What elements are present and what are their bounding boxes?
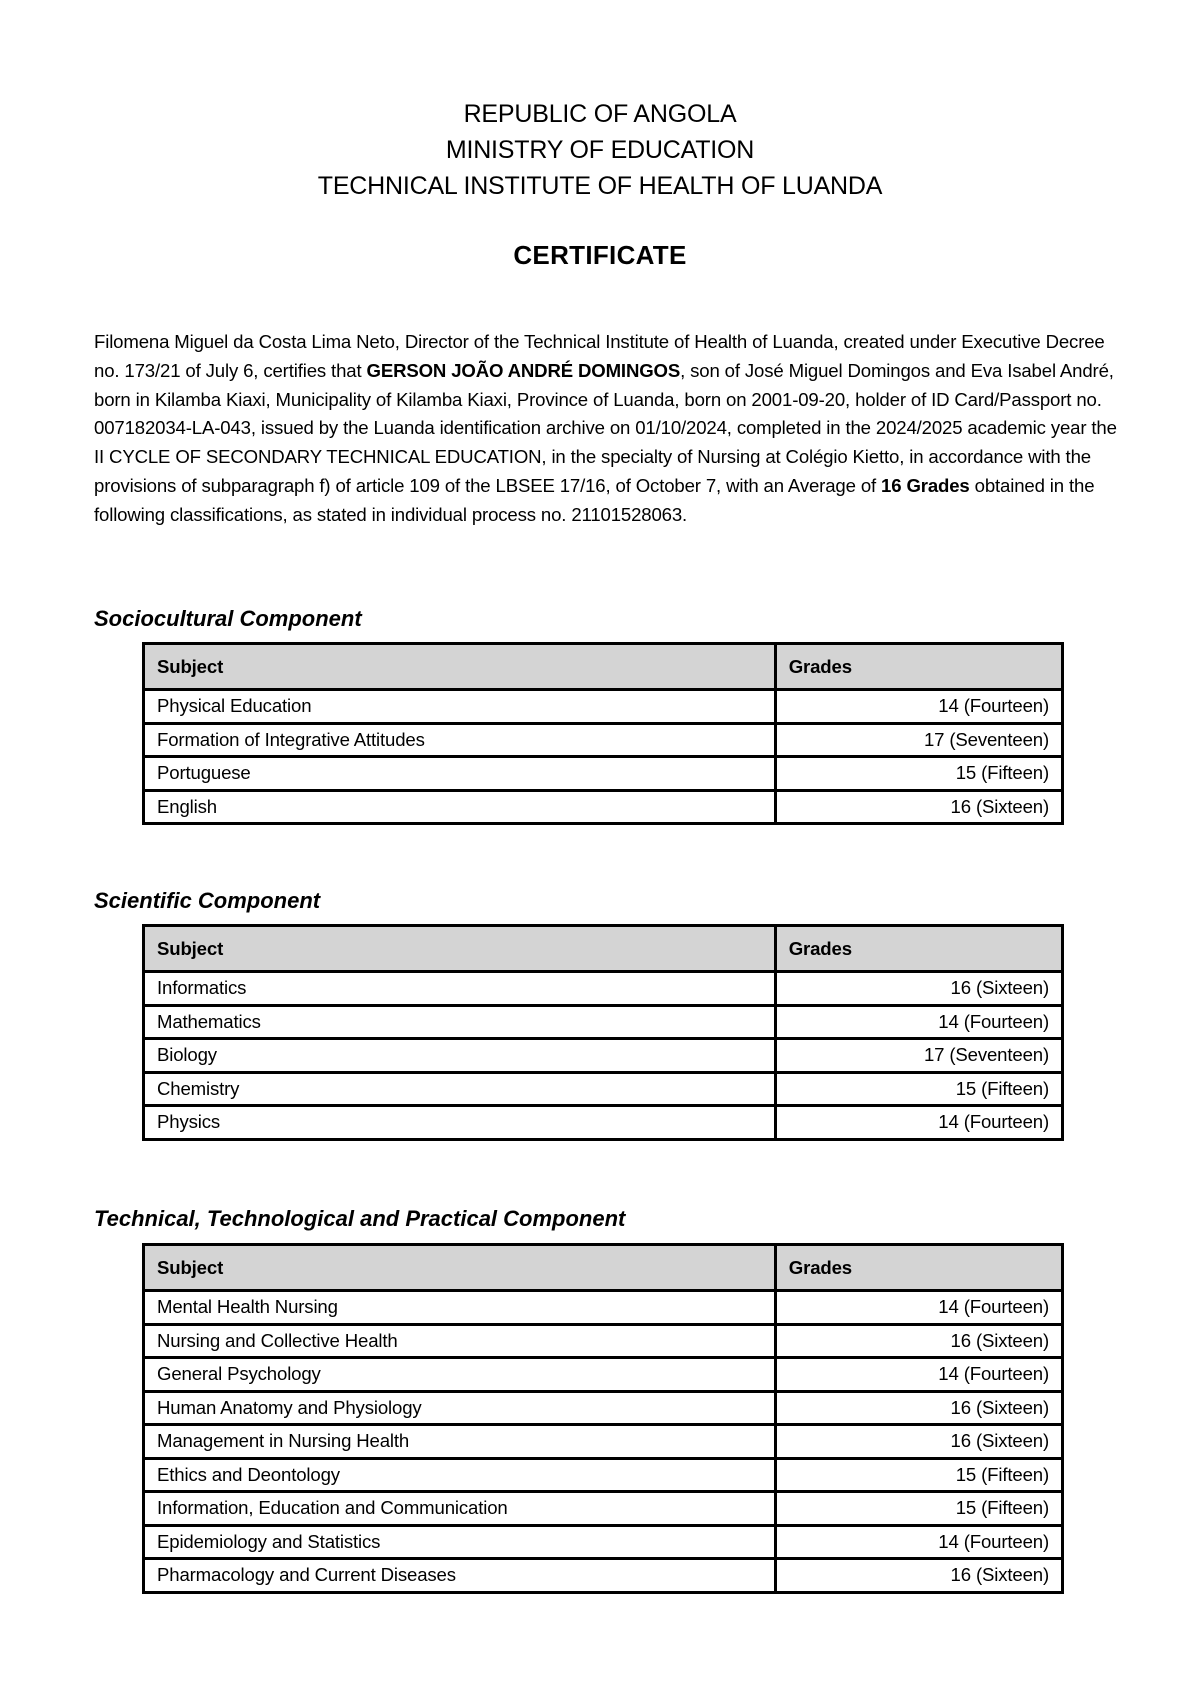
grade-cell: 17 (Seventeen) (775, 1039, 1062, 1073)
subject-cell: Pharmacology and Current Diseases (144, 1559, 776, 1593)
table-row (144, 790, 1063, 824)
table-row (144, 1425, 1063, 1459)
grade-cell: 16 (Sixteen) (775, 972, 1062, 1006)
table-row (144, 1525, 1063, 1559)
grade-cell: 14 (Fourteen) (775, 1291, 1062, 1325)
column-header-subject: Subject (144, 926, 776, 972)
column-header-subject: Subject (144, 1245, 776, 1291)
grade-cell: 14 (Fourteen) (775, 690, 1062, 724)
table-row (144, 723, 1063, 757)
subject-cell: General Psychology (144, 1358, 776, 1392)
subject-cell: Informatics (144, 972, 776, 1006)
table-row (144, 757, 1063, 791)
grade-cell: 16 (Sixteen) (775, 1324, 1062, 1358)
grade-cell: 16 (Sixteen) (775, 1391, 1062, 1425)
table-row (144, 972, 1063, 1006)
scientific-grades-table (142, 924, 1064, 1141)
grade-cell: 16 (Sixteen) (775, 1425, 1062, 1459)
body-part-1: Filomena Miguel da Costa Lima Neto, Director of the Technical Institute of Health of Luanda, created under Executive Decree no. 173/21 of July 6, certifies that (94, 331, 1105, 381)
subject-cell: Formation of Integrative Attitudes (144, 723, 776, 757)
subject-cell: Nursing and Collective Health (144, 1324, 776, 1358)
grade-cell: 15 (Fifteen) (775, 1492, 1062, 1526)
table-row (144, 1458, 1063, 1492)
table-row (144, 690, 1063, 724)
header-ministry: MINISTRY OF EDUCATION (445, 136, 755, 164)
subject-cell: Epidemiology and Statistics (144, 1525, 776, 1559)
grade-cell: 17 (Seventeen) (775, 723, 1062, 757)
grade-cell: 16 (Sixteen) (775, 1559, 1062, 1593)
section-title-sociocultural: Sociocultural Component (94, 606, 362, 631)
subject-cell: Mental Health Nursing (144, 1291, 776, 1325)
grade-cell: 16 (Sixteen) (775, 790, 1062, 824)
section-title-technical: Technical, Technological and Practical Component (94, 1206, 626, 1231)
table-row (144, 1005, 1063, 1039)
subject-cell: Physics (144, 1106, 776, 1140)
table-row (144, 1106, 1063, 1140)
grade-cell: 15 (Fifteen) (775, 1458, 1062, 1492)
grade-cell: 14 (Fourteen) (775, 1525, 1062, 1559)
document-header (0, 96, 1200, 204)
sociocultural-grades-table (142, 642, 1064, 825)
grade-cell: 14 (Fourteen) (775, 1358, 1062, 1392)
subject-cell: Biology (144, 1039, 776, 1073)
subject-cell: Human Anatomy and Physiology (144, 1391, 776, 1425)
table-row (144, 1492, 1063, 1526)
table-header-row (144, 926, 1063, 972)
subject-cell: Information, Education and Communication (144, 1492, 776, 1526)
table-row (144, 1559, 1063, 1593)
header-institute: TECHNICAL INSTITUTE OF HEALTH OF LUANDA (317, 172, 883, 200)
grade-cell: 14 (Fourteen) (775, 1106, 1062, 1140)
table-row (144, 1072, 1063, 1106)
table-row (144, 1358, 1063, 1392)
subject-cell: Mathematics (144, 1005, 776, 1039)
body-part-2: , son of José Miguel Domingos and Eva Isabel André, born in Kilamba Kiaxi, Municipality of Kilamba Kiaxi, Province of Luanda, born on 2001-09-20, holder of ID Card/Passport no. 007182034-LA-043, issued by the Luanda identification archive on 01/10/2024, completed in the 2024/2025 academic year the II CYCLE OF SECONDARY TECHNICAL EDUCATION, in the specialty of Nursing at Colégio Kietto, in accordance with the provisions of subparagraph f) of article 109 of the LBSEE 17/16, of October 7, with an Average of (94, 359, 1117, 496)
average-grade: 16 Grades (881, 474, 970, 496)
column-header-subject: Subject (144, 644, 776, 690)
table-row (144, 1324, 1063, 1358)
column-header-grades: Grades (775, 1245, 1062, 1291)
header-country: REPUBLIC OF ANGOLA (463, 100, 737, 128)
certificate-title: CERTIFICATE (513, 240, 687, 270)
technical-grades-table (142, 1243, 1064, 1594)
section-title-scientific: Scientific Component (94, 888, 321, 913)
table-header-row (144, 1245, 1063, 1291)
certificate-body (94, 328, 1122, 530)
subject-cell: Portuguese (144, 757, 776, 791)
subject-cell: Management in Nursing Health (144, 1425, 776, 1459)
subject-cell: Chemistry (144, 1072, 776, 1106)
subject-cell: English (144, 790, 776, 824)
subject-cell: Physical Education (144, 690, 776, 724)
table-header-row (144, 644, 1063, 690)
column-header-grades: Grades (775, 926, 1062, 972)
table-row (144, 1291, 1063, 1325)
grade-cell: 15 (Fifteen) (775, 757, 1062, 791)
body-part-3: obtained in the following classifications, as stated in individual process no. 21101528063. (94, 474, 1095, 525)
table-row (144, 1039, 1063, 1073)
grade-cell: 14 (Fourteen) (775, 1005, 1062, 1039)
table-row (144, 1391, 1063, 1425)
column-header-grades: Grades (775, 644, 1062, 690)
student-name: GERSON JOÃO ANDRÉ DOMINGOS (366, 359, 681, 381)
grade-cell: 15 (Fifteen) (775, 1072, 1062, 1106)
subject-cell: Ethics and Deontology (144, 1458, 776, 1492)
